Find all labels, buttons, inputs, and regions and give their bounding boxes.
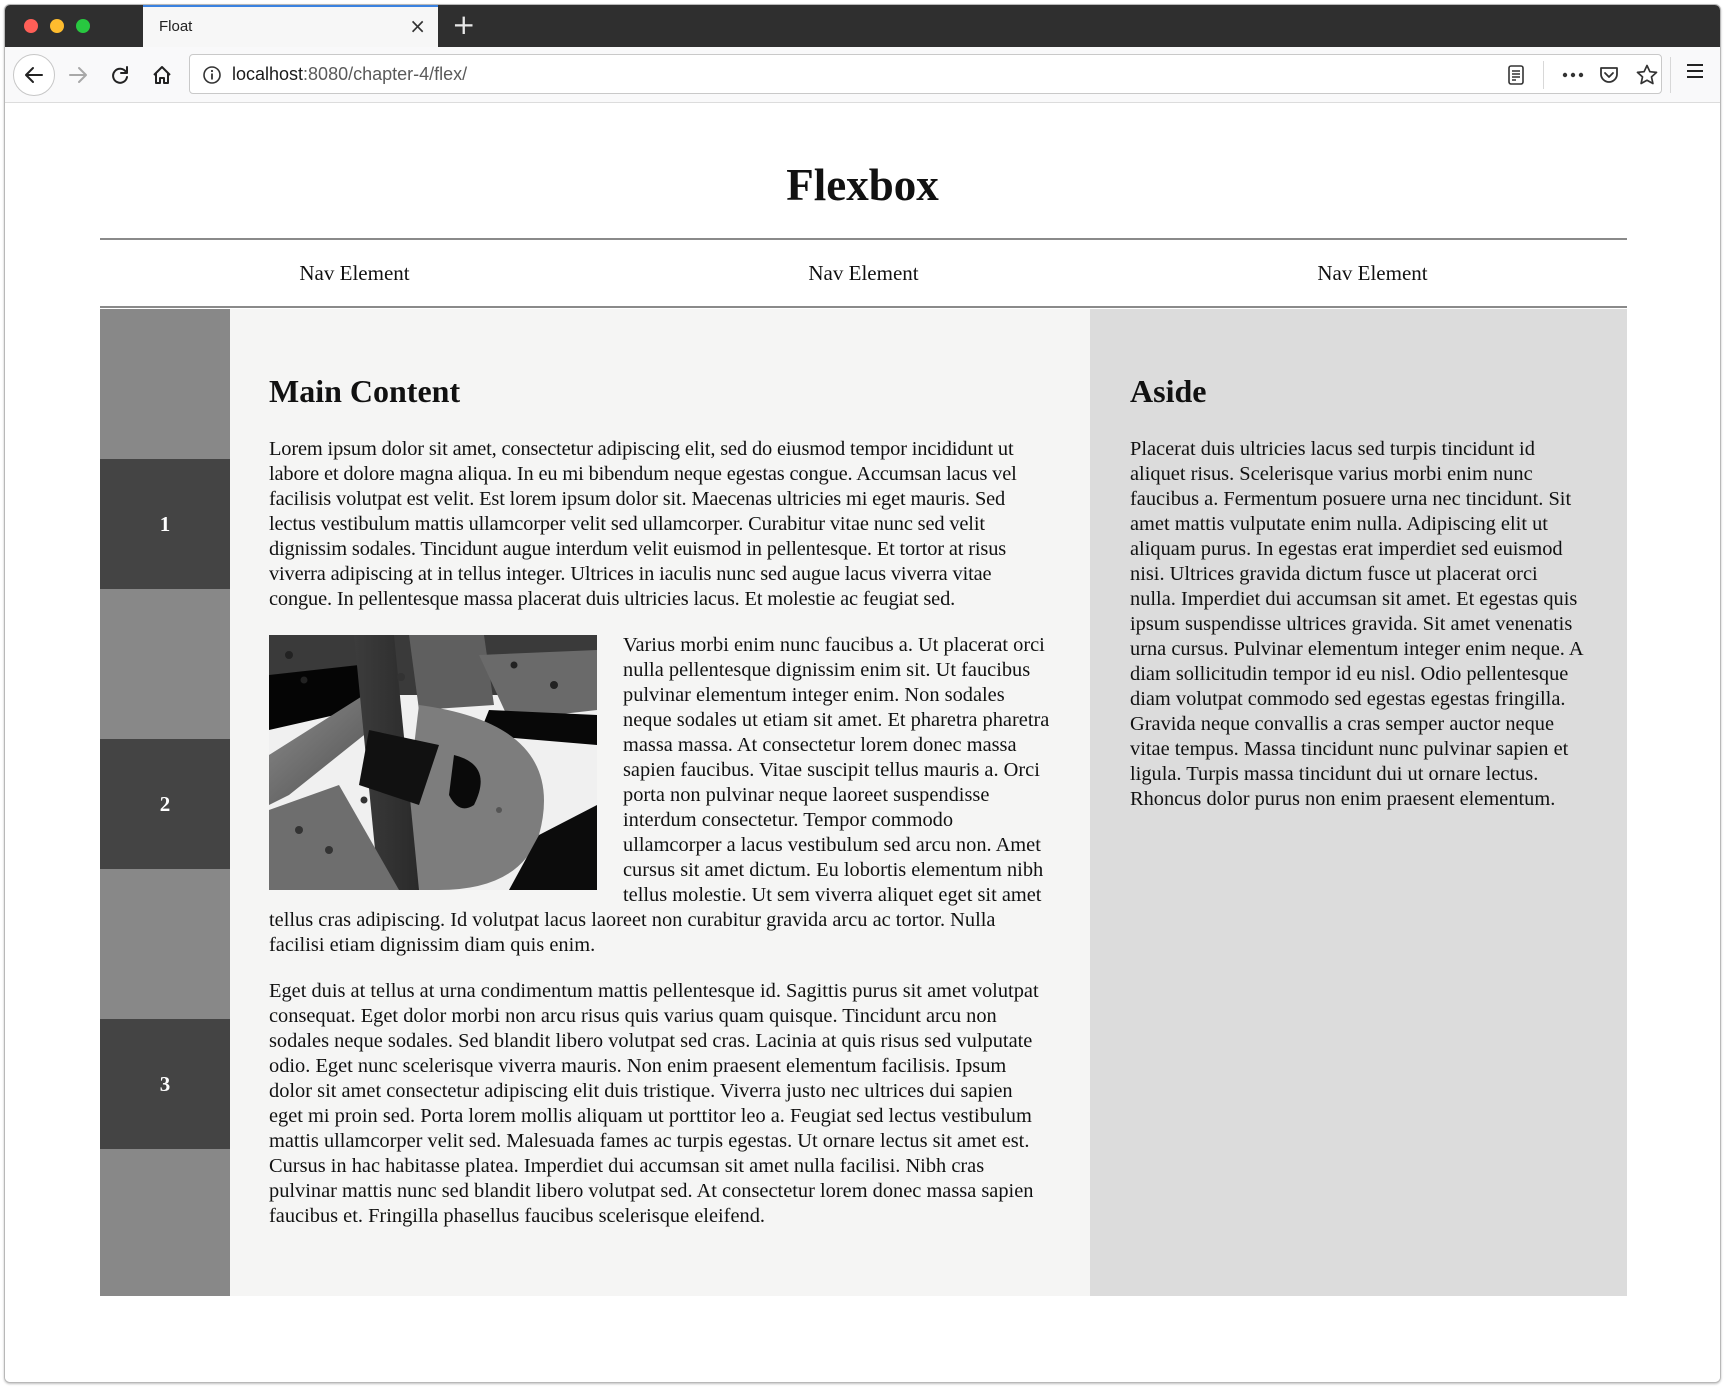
- sidebar: [100, 309, 230, 1296]
- url-text[interactable]: [232, 64, 467, 85]
- url-path: :8080/chapter-4/flex/: [303, 64, 468, 84]
- more-icon[interactable]: [1561, 64, 1585, 86]
- main-paragraph-1: Lorem ipsum dolor sit amet, consectetur adipiscing elit, sed do eiusmod tempor incididunt ut labore et dolore magna aliqua. In eu mi bibendum neque egestas congue. Accumsan lacus vel facilisis volutpat est velit. Est lorem ipsum dolor sit. Maecenas ultricies mi eget mauris. Sed lectus vestibulum mattis ullamcorper velit sed ullamcorper. Curabitur vitae nunc sed velit dignissim sodales. Tincidunt augue interdum velit euismod in pellentesque. Et tortor at risus viverra adipiscing at in tellus integer. Ultrices in iaculis nunc sed augue lacus viverra vitae congue. In pellentesque massa placerat duis ultricies lacus. Et molestie ac feugiat sed.: [269, 438, 1017, 610]
- close-tab-icon[interactable]: ×: [409, 14, 426, 38]
- reload-icon: [109, 64, 131, 86]
- main-paragraph-2: Varius morbi enim nunc faucibus a. Ut placerat orci nulla pellentesque dignissim enim sit. Ut faucibus pulvinar elementum integer enim. Non sodales neque sodales ut etiam sit amet. Et pharetra pharetra massa massa. At consectetur lorem donec massa sapien faucibus. Vitae suscipit tellus mauris a. Orci porta non pulvinar neque laoreet suspendisse interdum consectetur. Tempor commodo ullamcorper a lacus vestibulum sed arcu non. Amet cursus sit amet dictum. Eu lobortis elementum nibh tellus molestie. Ut sem viverra aliquet eget sit amet tellus cras adipiscing. Id volutpat lacus laoreet non curabitur gravida arcu ac tortor. Nulla facilisi etiam dignissim diam quis enim.: [269, 634, 1050, 956]
- nav-element-3[interactable]: Nav Element: [1317, 261, 1428, 285]
- info-icon[interactable]: [202, 65, 222, 85]
- reader-view-icon[interactable]: [1506, 64, 1526, 86]
- aside-heading: Aside: [1130, 373, 1207, 409]
- pocket-icon[interactable]: [1598, 64, 1620, 86]
- sidebar-spacer: [100, 1149, 230, 1296]
- forward-arrow-icon: [67, 64, 89, 86]
- sidebar-item-2[interactable]: 2: [100, 739, 230, 869]
- address-bar-divider: [1543, 61, 1544, 89]
- nav-element-1[interactable]: Nav Element: [299, 261, 410, 285]
- aside-paragraph: Placerat duis ultricies lacus sed turpis tincidunt id aliquet risus. Scelerisque varius morbi enim nunc faucibus a. Fermentum posuere urna nec tincidunt. Sit amet mattis vulputate enim nulla. Adipiscing elit ut aliquam purus. In egestas erat imperdiet sed euismod nisi. Ultrices gravida dictum fusce ut placerat orci nulla. Imperdiet dui accumsan sit amet. Et egestas quis ipsum suspendisse ultrices gravida. Sit amet venenatis urna cursus. Pulvinar elementum integer enim neque. A diam sollicitudin tempor id eu nisl. Odio pellentesque diam volutpat commodo sed egestas egestas fringilla. Gravida neque convallis a cras semper auctor neque vitae tempus. Massa tincidunt nunc pulvinar sapien et ligula. Turpis massa tincidunt dui ut ornare lectus. Rhoncus dolor purus non enim praesent elementum.: [1130, 438, 1583, 810]
- tab-float[interactable]: [143, 5, 438, 47]
- back-arrow-icon: [23, 64, 45, 86]
- main-content: [230, 309, 1090, 1296]
- sidebar-item-3[interactable]: 3: [100, 1019, 230, 1149]
- main-heading: Main Content: [269, 373, 461, 409]
- address-bar[interactable]: [189, 54, 1662, 94]
- aside: [1090, 309, 1627, 1296]
- main-paragraph-3: Eget duis at tellus at urna condimentum mattis pellentesque id. Sagittis purus sit amet volutpat consequat. Eget dolor morbi non arcu risus quis varius quam quisque. Tincidunt arcu non sodales neque sodales. Sed blandit libero volutpat sed cras. Lacinia at quis risus sed vulputate odio. Eget nunc scelerisque viverra mauris. Non enim praesent elementum facilisis. Ipsum dolor sit amet consectetur adipiscing elit duis tristique. Viverra justo nec ultrices dui sapien eget mi proin sed. Porta lorem mollis aliquam ut porttitor leo a. Feugiat sed lectus vestibulum mattis ullamcorper velit sed. Malesuada fames ac turpis egestas. Ut ornare lectus sit amet est. Cursus in hac habitasse platea. Imperdiet dui accumsan sit amet nulla facilisi. Nibh cras pulvinar mattis nunc sed blandit libero volutpat sed. At consectetur lorem donec massa sapien faucibus et. Fringilla phasellus faucibus scelerisque eleifend.: [269, 980, 1039, 1227]
- home-button[interactable]: [143, 56, 181, 94]
- home-icon: [151, 64, 173, 86]
- sculpture-photo-icon: [269, 635, 597, 890]
- sidebar-spacer: [100, 869, 230, 1019]
- forward-button[interactable]: [59, 56, 97, 94]
- star-icon[interactable]: [1635, 63, 1659, 87]
- tab-bar: [5, 5, 1720, 47]
- nav-element-2[interactable]: Nav Element: [808, 261, 919, 285]
- browser-window: [4, 4, 1721, 1383]
- new-tab-button[interactable]: +: [452, 8, 476, 41]
- hamburger-menu-icon[interactable]: [1685, 61, 1705, 81]
- sidebar-item-1[interactable]: 1: [100, 459, 230, 589]
- page-title: Flexbox: [786, 160, 939, 210]
- maximize-window-button[interactable]: [76, 19, 90, 33]
- tab-title: Float: [159, 18, 193, 35]
- sculpture-image: [269, 635, 597, 890]
- toolbar-divider: [1670, 57, 1671, 93]
- site-nav: [100, 238, 1627, 308]
- url-host: localhost: [232, 64, 304, 84]
- page-viewport: [5, 103, 1720, 1383]
- back-button[interactable]: [13, 54, 55, 96]
- close-window-button[interactable]: [24, 19, 38, 33]
- minimize-window-button[interactable]: [50, 19, 64, 33]
- navigation-toolbar: [5, 47, 1720, 103]
- sidebar-spacer: [100, 309, 230, 459]
- sidebar-spacer: [100, 589, 230, 739]
- flex-container: [100, 309, 1627, 1296]
- reload-button[interactable]: [101, 56, 139, 94]
